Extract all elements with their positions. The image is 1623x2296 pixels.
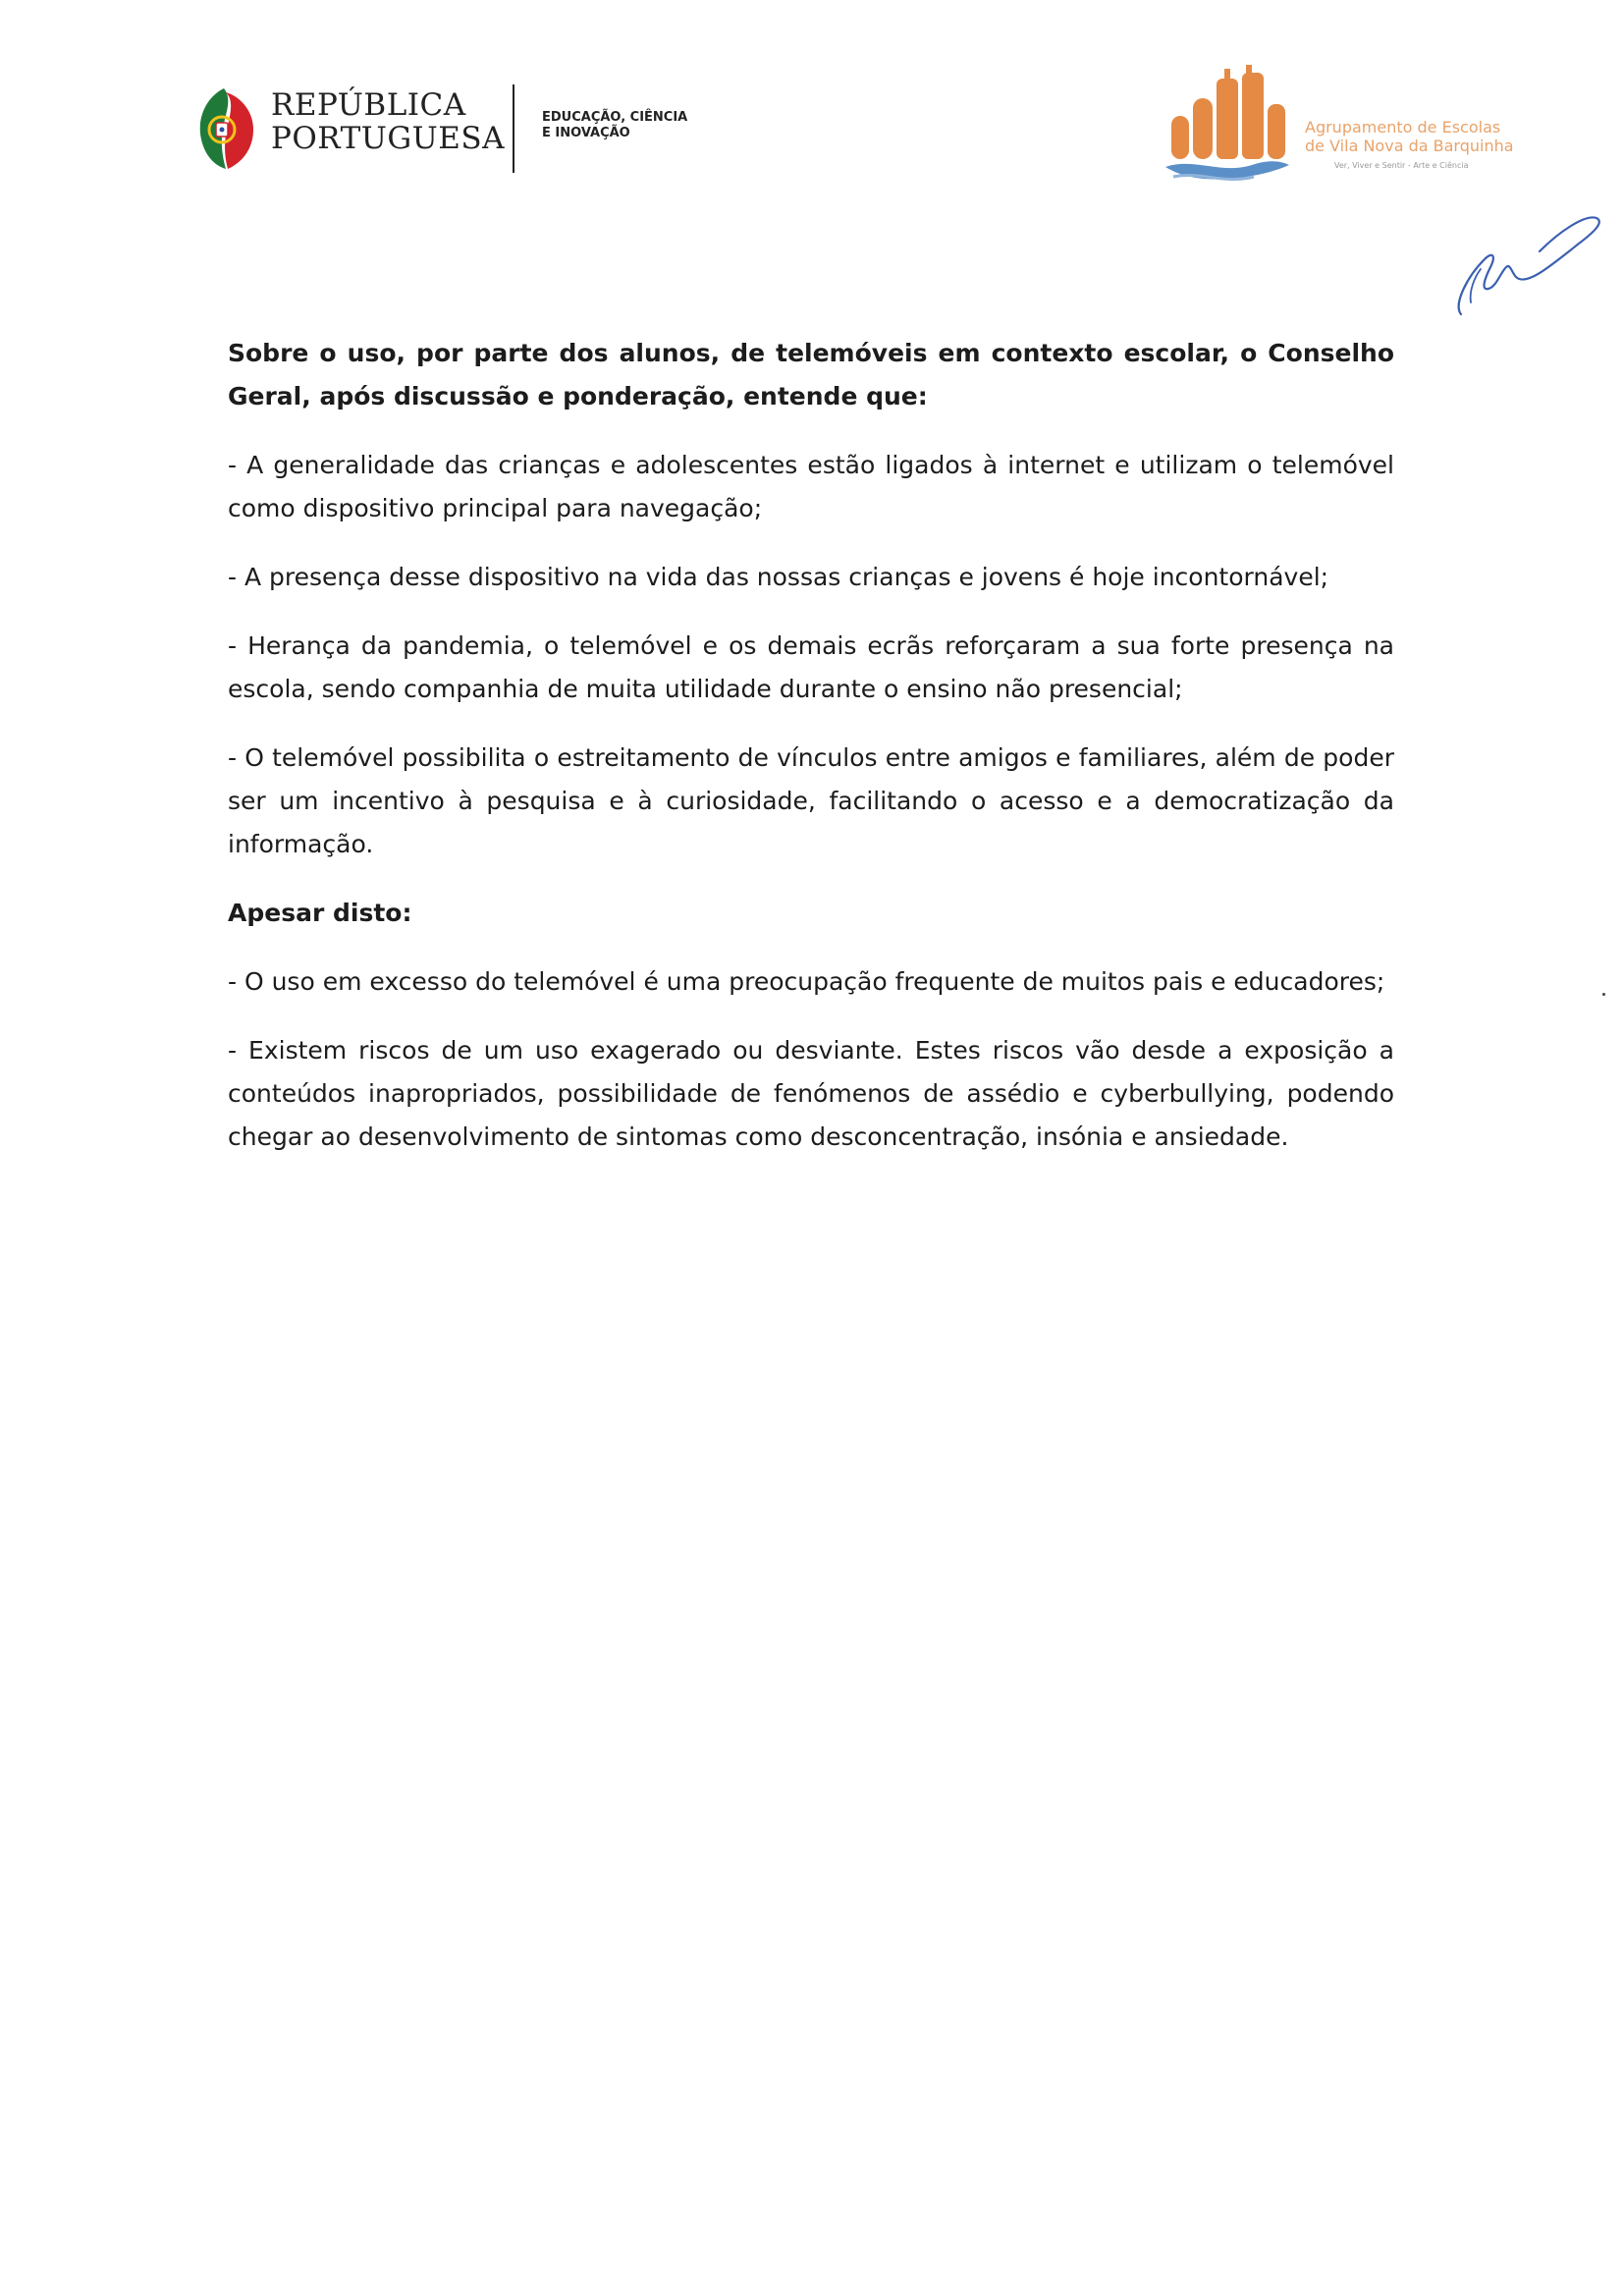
list-item: - O uso em excesso do telemóvel é uma preocupação frequente de muitos pais e educadores; (228, 967, 1385, 996)
list-item: - A presença desse dispositivo na vida das nossas crianças e jovens é hoje incontornável; (228, 563, 1329, 591)
however-heading: Apesar disto: (228, 899, 412, 927)
school-name-line2: de Vila Nova da Barquinha (1305, 137, 1514, 155)
list-item: - O telemóvel possibilita o estreitamento de vínculos entre amigos e familiares, além de poder ser um incentivo à pesquisa e à curiosidade, facilitando o acesso e a democratização da informação. (228, 743, 1394, 858)
handwritten-signature-icon (1441, 208, 1608, 326)
list-item: - A generalidade das crianças e adolescentes estão ligados à internet e utilizam o telemóvel como dispositivo principal para navegação; (228, 451, 1394, 522)
document-body (228, 332, 1394, 1184)
school-towers-logo-icon (1163, 65, 1291, 187)
school-logo (1163, 65, 1537, 192)
school-name-line1: Agrupamento de Escolas (1305, 118, 1501, 137)
header-divider (513, 84, 514, 173)
school-name (1305, 118, 1514, 170)
government-logo (196, 82, 707, 175)
government-name-line1: REPÚBLICA (271, 87, 466, 123)
portuguese-flag-emblem-icon (196, 86, 257, 171)
government-name-line2: PORTUGUESA (271, 121, 506, 156)
list-item: - Existem riscos de um uso exagerado ou desviante. Estes riscos vão desde a exposição a conteúdos inapropriados, possibilidade de fenómenos de assédio e cyberbullying, podendo chegar ao desenvolvimento de sintomas como desconcentração, insónia e ansiedade. (228, 1036, 1394, 1151)
school-tagline: Ver, Viver e Sentir - Arte e Ciência (1334, 161, 1469, 170)
list-item: - Herança da pandemia, o telemóvel e os demais ecrãs reforçaram a sua forte presença na escola, sendo companhia de muita utilidade durante o ensino não presencial; (228, 631, 1394, 703)
ministry-name (542, 110, 687, 141)
ministry-name-line1: EDUCAÇÃO, CIÊNCIA (542, 110, 688, 125)
intro-paragraph: Sobre o uso, por parte dos alunos, de telemóveis em contexto escolar, o Conselho Geral, após discussão e ponderação, entende que: (228, 339, 1394, 410)
scan-speck (1602, 993, 1605, 996)
government-name (271, 88, 505, 155)
ministry-name-line2: E INOVAÇÃO (542, 126, 630, 140)
